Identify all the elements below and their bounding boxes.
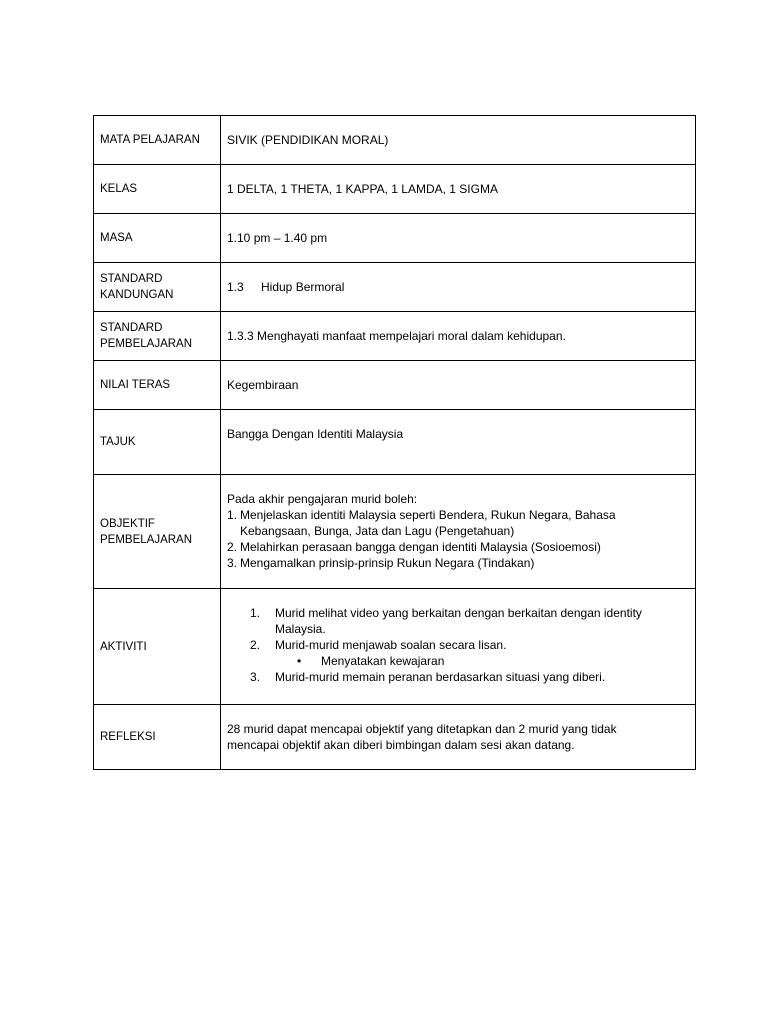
standard-pembelajaran-label (94, 312, 221, 361)
objektif-content (221, 475, 696, 589)
list-item-text: Murid-murid menjawab soalan secara lisan. (275, 638, 507, 652)
standard-kandungan-value (221, 263, 696, 312)
nilai-teras-value: Kegembiraan (221, 361, 696, 410)
list-item-text: Menjelaskan identiti Malaysia seperti Bendera, Rukun Negara, Bahasa (240, 508, 616, 522)
objektif-label (94, 475, 221, 589)
objektif-list (227, 507, 689, 571)
refleksi-line2: mencapai objektif akan diberi bimbingan dalam sesi akan datang. (227, 738, 575, 752)
refleksi-label: REFLEKSI (94, 705, 221, 770)
refleksi-line1: 28 murid dapat mencapai objektif yang ditetapkan dan 2 murid yang tidak (227, 722, 617, 736)
list-item-text-continued: Malaysia. (275, 622, 326, 636)
sub-list-item (227, 653, 689, 669)
standard-kandungan-label-line1: STANDARD (100, 273, 163, 285)
masa-label: MASA (94, 214, 221, 263)
table-row (94, 361, 696, 410)
list-item (227, 605, 689, 637)
list-item (227, 507, 689, 539)
table-row (94, 475, 696, 589)
list-item-text: Murid-murid memain peranan berdasarkan situasi yang diberi. (275, 670, 606, 684)
list-item-text: Mengamalkan prinsip-prinsip Rukun Negara (Tindakan) (240, 556, 535, 570)
list-item (227, 555, 689, 571)
table-row (94, 312, 696, 361)
objektif-label-line1: OBJEKTIF (100, 517, 155, 530)
table-row (94, 165, 696, 214)
standard-kandungan-label (94, 263, 221, 312)
table-row (94, 263, 696, 312)
objektif-intro: Pada akhir pengajaran murid boleh: (227, 492, 418, 506)
list-item (227, 669, 689, 685)
tajuk-label: TAJUK (94, 410, 221, 475)
table-row (94, 214, 696, 263)
table-row (94, 116, 696, 165)
list-item-number: 2. (227, 540, 238, 554)
masa-value: 1.10 pm – 1.40 pm (221, 214, 696, 263)
list-item-number: 1. (250, 606, 261, 620)
refleksi-content (221, 705, 696, 770)
kelas-label: KELAS (94, 165, 221, 214)
aktiviti-list-continued (227, 669, 689, 685)
standard-kandungan-number: 1.3 (227, 280, 244, 294)
list-item-text-continued: Kebangsaan, Bunga, Jata dan Lagu (Pengetahuan) (240, 524, 515, 538)
table-row (94, 410, 696, 475)
list-item-number: 1. (227, 508, 238, 522)
list-item-number: 3. (250, 670, 261, 684)
table-row (94, 589, 696, 705)
aktiviti-label: AKTIVITI (94, 589, 221, 705)
standard-pembelajaran-label-line1: STANDARD (100, 322, 163, 334)
standard-kandungan-label-line2: KANDUNGAN (100, 289, 174, 301)
mata-pelajaran-value: SIVIK (PENDIDIKAN MORAL) (221, 116, 696, 165)
aktiviti-sub-list (227, 653, 689, 669)
sub-list-item-text: Menyatakan kewajaran (321, 654, 445, 668)
list-item (227, 539, 689, 555)
objektif-label-line2: PEMBELAJARAN (100, 533, 193, 546)
nilai-teras-label: NILAI TERAS (94, 361, 221, 410)
table-row (94, 705, 696, 770)
list-item (227, 637, 689, 653)
list-item-text: Melahirkan perasaan bangga dengan identiti Malaysia (Sosioemosi) (240, 540, 601, 554)
aktiviti-content (221, 589, 696, 705)
tajuk-value: Bangga Dengan Identiti Malaysia (221, 410, 696, 475)
list-item-number: 2. (250, 638, 261, 652)
bullet-icon: • (297, 654, 302, 668)
kelas-value: 1 DELTA, 1 THETA, 1 KAPPA, 1 LAMDA, 1 SIGMA (221, 165, 696, 214)
standard-pembelajaran-label-line2: PEMBELAJARAN (100, 338, 193, 350)
list-item-number: 3. (227, 556, 238, 570)
mata-pelajaran-label: MATA PELAJARAN (94, 116, 221, 165)
list-item-text: Murid melihat video yang berkaitan dengan berkaitan dengan identity (275, 606, 642, 620)
aktiviti-list (227, 605, 689, 653)
standard-kandungan-text: Hidup Bermoral (261, 280, 345, 294)
lesson-plan-table (93, 115, 696, 770)
standard-pembelajaran-value: 1.3.3 Menghayati manfaat mempelajari moral dalam kehidupan. (221, 312, 696, 361)
